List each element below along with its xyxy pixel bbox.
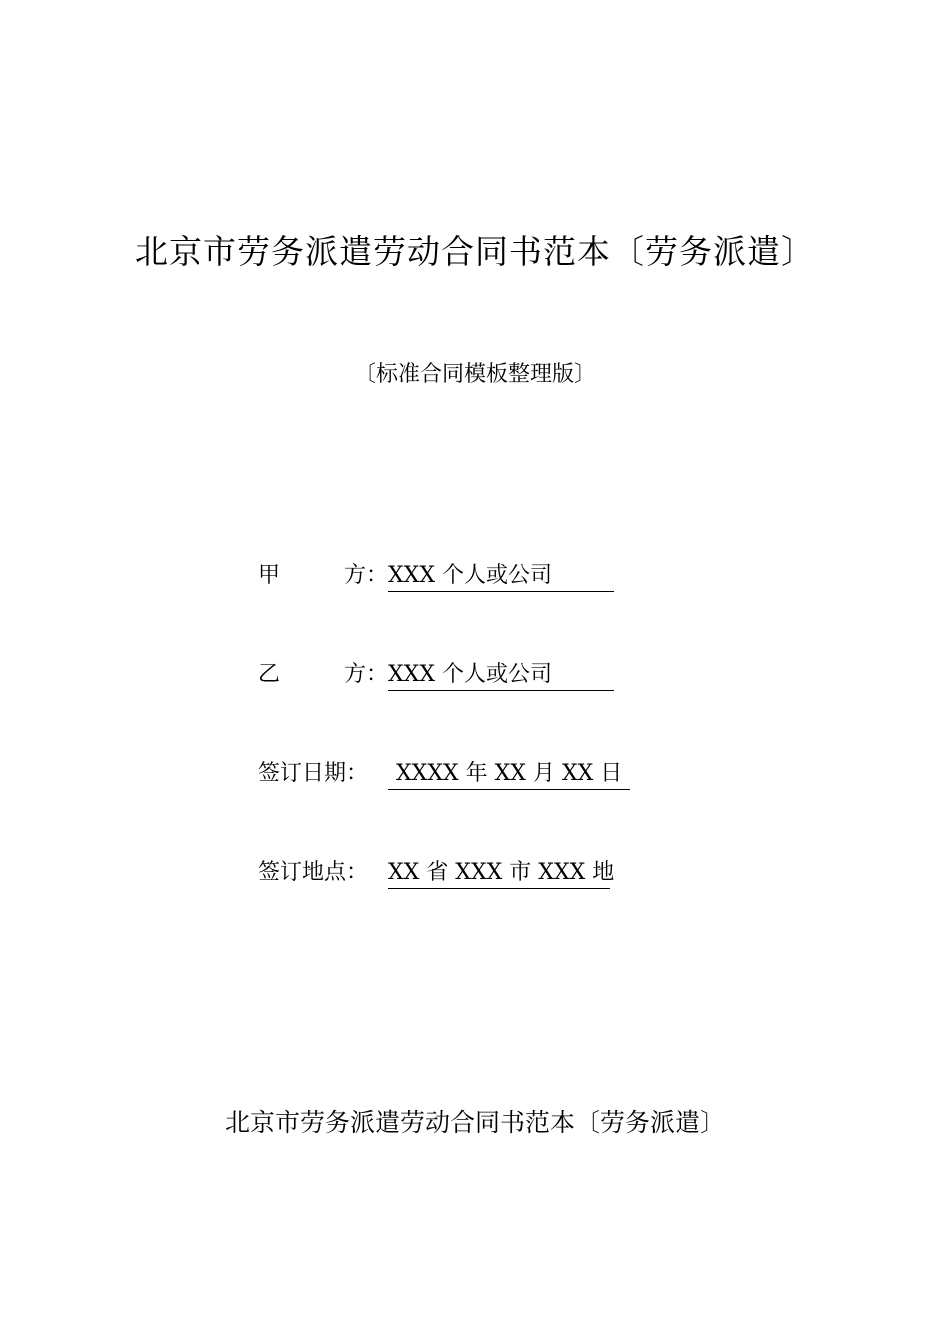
document-subtitle: 〔标准合同模板整理版〕 <box>353 362 596 387</box>
signing-date-label: 签订日期： <box>258 761 369 786</box>
party-b-value: XXX 个人或公司 <box>388 660 614 691</box>
footer-title: 北京市劳务派遣劳动合同书范本〔劳务派遣〕 <box>224 1108 725 1137</box>
party-b-label-suffix: 方： <box>343 662 388 687</box>
party-b-label-char: 乙 <box>258 662 281 687</box>
party-b-label <box>258 658 388 692</box>
signing-place-label: 签订地点： <box>258 860 369 885</box>
signing-date-value: XXXX 年 XX 月 XX 日 <box>388 759 630 790</box>
signing-place-value: XX 省 XXX 市 XXX 地 <box>388 858 610 889</box>
party-a-label <box>258 559 388 593</box>
signing-place-field <box>258 856 615 890</box>
party-b-field <box>258 658 614 692</box>
signing-date-field <box>258 757 630 791</box>
party-a-label-char: 甲 <box>258 563 281 588</box>
party-a-field <box>258 559 614 593</box>
document-title: 北京市劳务派遣劳动合同书范本〔劳务派遣〕 <box>135 232 815 271</box>
party-a-label-suffix: 方： <box>343 563 388 588</box>
party-a-value: XXX 个人或公司 <box>388 561 614 592</box>
